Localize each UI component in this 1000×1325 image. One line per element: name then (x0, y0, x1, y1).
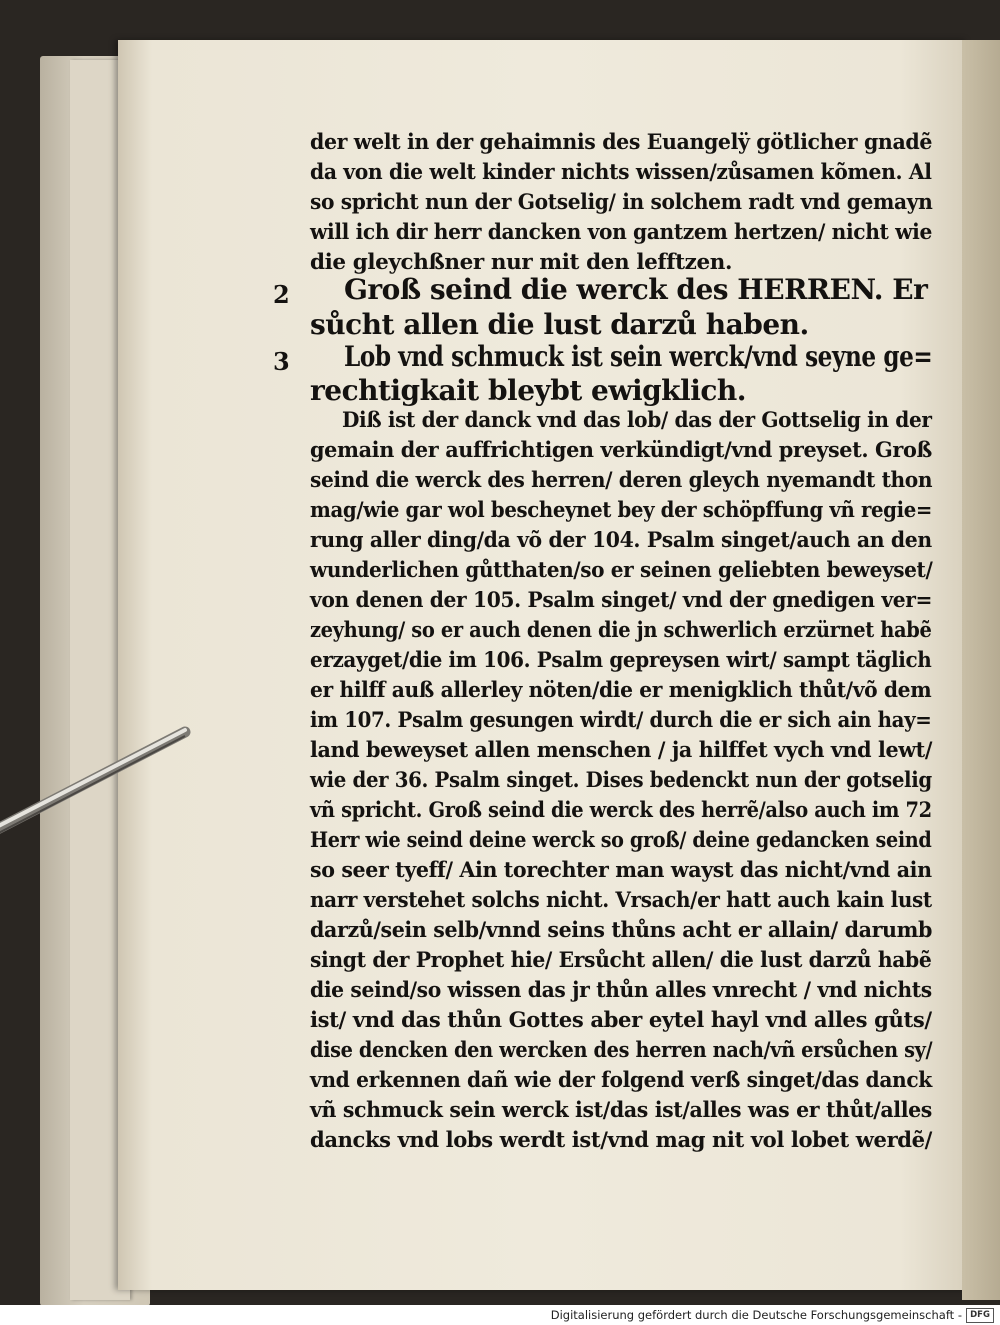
text-line: von denen der 105. Psalm singet/ vnd der gnedigen ver= (310, 588, 933, 613)
text-line: da von die welt kinder nichts wissen/zůsamen kõmen. Al (310, 160, 932, 185)
verse-number-2: 2 (273, 280, 290, 309)
text-line: narr verstehet solchs nicht. Vrsach/er hatt auch kain lust (310, 888, 932, 913)
text-line: darzů/sein selb/vnnd seins thůns acht er allain/ darumb (310, 918, 933, 943)
text-line: Diß ist der danck vnd das lob/ das der Gottselig in der (342, 408, 932, 433)
text-line: er hilff auß allerley nöten/die er menigklich thůt/võ dem (310, 678, 932, 703)
text-line: der welt in der gehaimnis des Euangelÿ götlicher gnadẽ (310, 130, 933, 155)
footer-bar (0, 1305, 1000, 1325)
text-line: erzayget/die im 106. Psalm gepreysen wirt/ sampt täglich (310, 648, 932, 673)
text-line: rung aller ding/da võ der 104. Psalm singet/auch an den (310, 528, 932, 553)
verse-line: sůcht allen die lust darzů haben. (310, 308, 809, 341)
text-line: dancks vnd lobs werdt ist/vnd mag nit vol lobet werdẽ/ (310, 1128, 932, 1153)
verse-line: Lob vnd schmuck ist sein werck/vnd seyne ge= (344, 340, 933, 373)
page-gutter-edge (962, 40, 1000, 1300)
text-line: singt der Prophet hie/ Ersůcht allen/ die lust darzů habẽ (310, 948, 932, 973)
text-line: will ich dir herr dancken von gantzem hertzen/ nicht wie (310, 220, 932, 245)
text-line: die seind/so wissen das jr thůn alles vnrecht / vnd nichts (310, 978, 932, 1003)
dfg-logo: DFG (966, 1308, 994, 1323)
text-line: dise dencken den wercken des herren nach/vñ ersůchen sy/ (310, 1038, 933, 1063)
text-line: gemain der auffrichtigen verkündigt/vnd preyset. Groß (310, 438, 932, 463)
text-line: Herr wie seind deine werck so groß/ deine gedancken seind (310, 828, 932, 853)
text-line: ist/ vnd das thůn Gottes aber eytel hayl vnd alles gůts/ (310, 1008, 932, 1033)
funding-credit: Digitalisierung gefördert durch die Deutsche Forschungsgemeinschaft - (550, 1308, 962, 1322)
verse-line: rechtigkait bleybt ewigklich. (310, 374, 747, 407)
text-line: vñ schmuck sein werck ist/das ist/alles was er thůt/alles (310, 1098, 932, 1123)
verse-line: Groß seind die werck des HERREN. Er (344, 273, 928, 306)
text-line: so seer tyeff/ Ain torechter man wayst das nicht/vnd ain (310, 858, 932, 883)
text-line: im 107. Psalm gesungen wirdt/ durch die er sich ain hay= (310, 708, 932, 733)
text-line: mag/wie gar wol bescheynet bey der schöpffung vñ regie= (310, 498, 933, 523)
pointer-needle (0, 720, 210, 850)
text-line: wunderlichen gůtthaten/so er seinen geliebten beweyset/ (310, 558, 933, 583)
text-line: land beweyset allen menschen / ja hilffet vych vnd lewt/ (310, 738, 933, 763)
verse-number-3: 3 (273, 347, 290, 376)
text-line: vnd erkennen dañ wie der folgend verß singet/das danck (310, 1068, 932, 1093)
text-line: wie der 36. Psalm singet. Dises bedenckt nun der gotselig (310, 768, 932, 793)
text-line: die gleychßner nur mit den lefftzen. (310, 250, 733, 275)
text-line: zeyhung/ so er auch denen die jn schwerlich erzürnet habẽ (310, 618, 932, 643)
text-line: vñ spricht. Groß seind die werck des herrẽ/also auch im 72 (310, 798, 932, 823)
text-line: seind die werck des herren/ deren gleych nyemandt thon (310, 468, 933, 493)
text-line: so spricht nun der Gotselig/ in solchem radt vnd gemayn (310, 190, 933, 215)
